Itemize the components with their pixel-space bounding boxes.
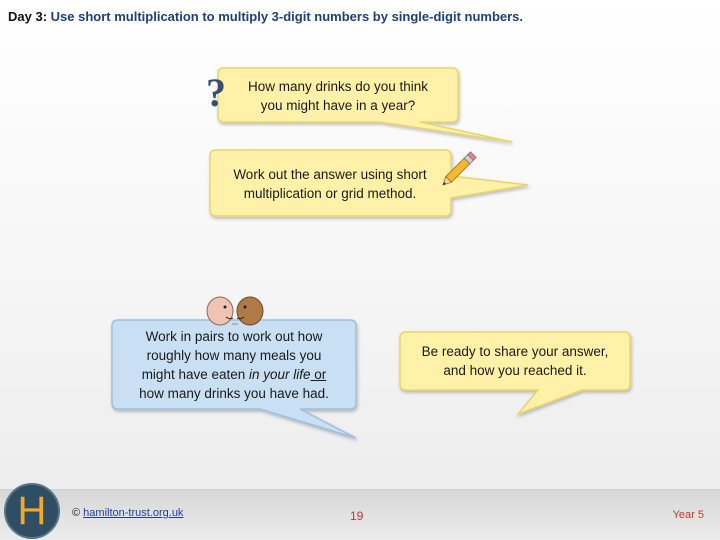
logo-letter: H: [17, 489, 47, 533]
copyright: [72, 507, 183, 519]
question-text: [222, 77, 454, 115]
hamilton-trust-link[interactable]: hamilton-trust.org.uk: [83, 507, 184, 519]
pairs-line-2: roughly how many meals you: [146, 348, 322, 363]
share-text: [402, 342, 628, 380]
pairs-line-4: how many drinks you have had.: [139, 386, 329, 401]
title-day: Day 3:: [8, 9, 48, 24]
method-line-1: Work out the answer using short: [233, 167, 427, 182]
title-objective: Use short multiplication to multiply 3-digit numbers by single-digit numbers.: [50, 9, 524, 24]
question-line-1: How many drinks do you think: [247, 79, 429, 94]
share-line-2: and how you reached it.: [443, 363, 587, 378]
method-text: [212, 165, 448, 203]
hamilton-trust-logo: [4, 483, 60, 539]
year-label: Year 5: [672, 509, 704, 521]
share-line-1: Be ready to share your answer,: [421, 344, 609, 359]
pairs-line-3: [114, 365, 354, 384]
pairs-line-3-start: might have eaten: [141, 367, 250, 382]
question-line-2: you might have in a year?: [260, 98, 416, 113]
pairs-line-3-emphasis: in your life: [249, 367, 311, 382]
page-number: 19: [350, 509, 364, 523]
question-mark-icon: ?: [206, 70, 226, 115]
pairs-line-1: Work in pairs to work out how: [145, 329, 323, 344]
pairs-text: [114, 327, 354, 403]
method-line-2: multiplication or grid method.: [243, 186, 417, 201]
pairs-line-3-or: or: [310, 367, 327, 382]
copyright-symbol: ©: [72, 507, 81, 519]
